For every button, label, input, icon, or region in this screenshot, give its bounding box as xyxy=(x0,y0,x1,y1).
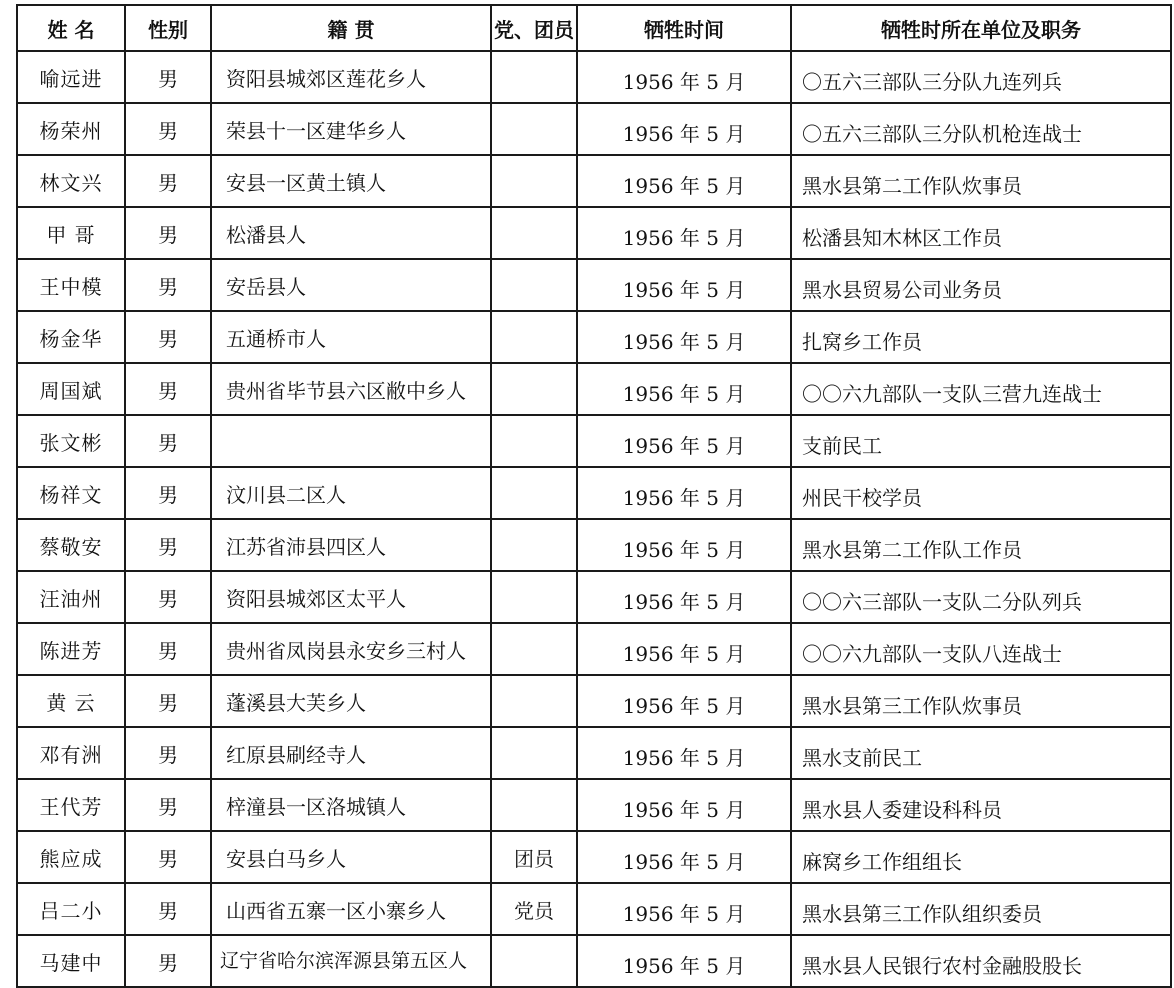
table-row xyxy=(17,311,1171,363)
cell-gender: 男 xyxy=(125,103,211,155)
cell-unit: 支前民工 xyxy=(791,415,1171,467)
cell-unit: 黑水县第二工作队工作员 xyxy=(791,519,1171,571)
cell-name: 邓有洲 xyxy=(17,727,125,779)
cell-gender: 男 xyxy=(125,571,211,623)
cell-unit: 麻窝乡工作组组长 xyxy=(791,831,1171,883)
header-row xyxy=(17,5,1171,51)
cell-party xyxy=(491,259,577,311)
cell-unit: 黑水支前民工 xyxy=(791,727,1171,779)
table-row xyxy=(17,675,1171,727)
cell-origin: 荣县十一区建华乡人 xyxy=(211,103,491,155)
cell-name: 汪油州 xyxy=(17,571,125,623)
cell-origin: 梓潼县一区洛城镇人 xyxy=(211,779,491,831)
cell-gender: 男 xyxy=(125,519,211,571)
cell-gender: 男 xyxy=(125,623,211,675)
cell-name: 甲 哥 xyxy=(17,207,125,259)
cell-unit: 黑水县第三工作队炊事员 xyxy=(791,675,1171,727)
cell-name: 周国斌 xyxy=(17,363,125,415)
cell-gender: 男 xyxy=(125,467,211,519)
cell-date: 1956 年 5 月 xyxy=(577,519,791,571)
cell-party xyxy=(491,155,577,207)
cell-gender: 男 xyxy=(125,415,211,467)
cell-origin: 山西省五寨一区小寨乡人 xyxy=(211,883,491,935)
cell-date: 1956 年 5 月 xyxy=(577,207,791,259)
cell-date: 1956 年 5 月 xyxy=(577,779,791,831)
cell-party xyxy=(491,415,577,467)
table-row xyxy=(17,155,1171,207)
cell-date: 1956 年 5 月 xyxy=(577,103,791,155)
cell-name: 林文兴 xyxy=(17,155,125,207)
header-name: 姓 名 xyxy=(17,5,125,51)
cell-date: 1956 年 5 月 xyxy=(577,883,791,935)
header-origin: 籍 贯 xyxy=(211,5,491,51)
cell-name: 马建中 xyxy=(17,935,125,987)
cell-gender: 男 xyxy=(125,883,211,935)
cell-date: 1956 年 5 月 xyxy=(577,363,791,415)
cell-party xyxy=(491,571,577,623)
cell-gender: 男 xyxy=(125,831,211,883)
cell-name: 杨荣州 xyxy=(17,103,125,155)
cell-date: 1956 年 5 月 xyxy=(577,831,791,883)
cell-date: 1956 年 5 月 xyxy=(577,571,791,623)
table-row xyxy=(17,727,1171,779)
cell-gender: 男 xyxy=(125,311,211,363)
cell-name: 张文彬 xyxy=(17,415,125,467)
cell-origin: 贵州省凤岗县永安乡三村人 xyxy=(211,623,491,675)
cell-name: 黄 云 xyxy=(17,675,125,727)
cell-origin xyxy=(211,415,491,467)
cell-party xyxy=(491,779,577,831)
table-row xyxy=(17,207,1171,259)
cell-party xyxy=(491,363,577,415)
cell-origin: 资阳县城郊区莲花乡人 xyxy=(211,51,491,103)
cell-date: 1956 年 5 月 xyxy=(577,727,791,779)
cell-date: 1956 年 5 月 xyxy=(577,623,791,675)
cell-date: 1956 年 5 月 xyxy=(577,935,791,987)
cell-origin: 资阳县城郊区太平人 xyxy=(211,571,491,623)
cell-name: 王代芳 xyxy=(17,779,125,831)
cell-party xyxy=(491,519,577,571)
cell-name: 陈进芳 xyxy=(17,623,125,675)
table-row xyxy=(17,935,1171,987)
cell-date: 1956 年 5 月 xyxy=(577,415,791,467)
cell-party xyxy=(491,207,577,259)
cell-unit: 〇五六三部队三分队九连列兵 xyxy=(791,51,1171,103)
cell-date: 1956 年 5 月 xyxy=(577,467,791,519)
cell-name: 蔡敬安 xyxy=(17,519,125,571)
table-row xyxy=(17,363,1171,415)
header-unit: 牺牲时所在单位及职务 xyxy=(791,5,1171,51)
header-gender: 性别 xyxy=(125,5,211,51)
cell-gender: 男 xyxy=(125,363,211,415)
table-row xyxy=(17,779,1171,831)
cell-origin: 五通桥市人 xyxy=(211,311,491,363)
cell-gender: 男 xyxy=(125,155,211,207)
cell-party xyxy=(491,51,577,103)
table-row xyxy=(17,883,1171,935)
table-row xyxy=(17,415,1171,467)
cell-party xyxy=(491,311,577,363)
cell-origin: 汶川县二区人 xyxy=(211,467,491,519)
cell-origin: 红原县刷经寺人 xyxy=(211,727,491,779)
cell-party xyxy=(491,467,577,519)
cell-date: 1956 年 5 月 xyxy=(577,259,791,311)
cell-date: 1956 年 5 月 xyxy=(577,675,791,727)
cell-gender: 男 xyxy=(125,51,211,103)
cell-origin: 安县白马乡人 xyxy=(211,831,491,883)
cell-unit: 黑水县人委建设科科员 xyxy=(791,779,1171,831)
cell-gender: 男 xyxy=(125,935,211,987)
cell-party: 党员 xyxy=(491,883,577,935)
cell-unit: 〇五六三部队三分队机枪连战士 xyxy=(791,103,1171,155)
cell-unit: 黑水县第二工作队炊事员 xyxy=(791,155,1171,207)
cell-unit: 〇〇六九部队一支队三营九连战士 xyxy=(791,363,1171,415)
cell-unit: 黑水县第三工作队组织委员 xyxy=(791,883,1171,935)
cell-party: 团员 xyxy=(491,831,577,883)
cell-origin: 松潘县人 xyxy=(211,207,491,259)
cell-party xyxy=(491,103,577,155)
cell-date: 1956 年 5 月 xyxy=(577,155,791,207)
cell-name: 熊应成 xyxy=(17,831,125,883)
cell-party xyxy=(491,935,577,987)
table-row xyxy=(17,831,1171,883)
cell-unit: 〇〇六三部队一支队二分队列兵 xyxy=(791,571,1171,623)
cell-unit: 〇〇六九部队一支队八连战士 xyxy=(791,623,1171,675)
cell-party xyxy=(491,675,577,727)
table-row xyxy=(17,467,1171,519)
cell-origin: 贵州省毕节县六区敝中乡人 xyxy=(211,363,491,415)
cell-origin: 辽宁省哈尔滨浑源县第五区人 xyxy=(211,935,491,987)
cell-unit: 黑水县人民银行农村金融股股长 xyxy=(791,935,1171,987)
martyrs-table xyxy=(16,4,1172,988)
table-row xyxy=(17,519,1171,571)
table-row xyxy=(17,571,1171,623)
cell-name: 杨祥文 xyxy=(17,467,125,519)
table-row xyxy=(17,51,1171,103)
cell-party xyxy=(491,727,577,779)
header-party: 党、团员 xyxy=(491,5,577,51)
cell-gender: 男 xyxy=(125,259,211,311)
header-time: 牺牲时间 xyxy=(577,5,791,51)
table-row xyxy=(17,623,1171,675)
cell-party xyxy=(491,623,577,675)
cell-name: 王中模 xyxy=(17,259,125,311)
cell-origin: 江苏省沛县四区人 xyxy=(211,519,491,571)
cell-unit: 州民干校学员 xyxy=(791,467,1171,519)
cell-origin: 蓬溪县大芙乡人 xyxy=(211,675,491,727)
cell-date: 1956 年 5 月 xyxy=(577,51,791,103)
cell-origin: 安岳县人 xyxy=(211,259,491,311)
cell-gender: 男 xyxy=(125,207,211,259)
table-row xyxy=(17,259,1171,311)
cell-gender: 男 xyxy=(125,779,211,831)
cell-unit: 黑水县贸易公司业务员 xyxy=(791,259,1171,311)
cell-unit: 松潘县知木林区工作员 xyxy=(791,207,1171,259)
cell-gender: 男 xyxy=(125,727,211,779)
cell-origin: 安县一区黄土镇人 xyxy=(211,155,491,207)
table-row xyxy=(17,103,1171,155)
cell-gender: 男 xyxy=(125,675,211,727)
cell-name: 杨金华 xyxy=(17,311,125,363)
cell-name: 喻远进 xyxy=(17,51,125,103)
cell-name: 吕二小 xyxy=(17,883,125,935)
martyrs-table-sheet xyxy=(16,4,1170,978)
cell-date: 1956 年 5 月 xyxy=(577,311,791,363)
cell-unit: 扎窝乡工作员 xyxy=(791,311,1171,363)
